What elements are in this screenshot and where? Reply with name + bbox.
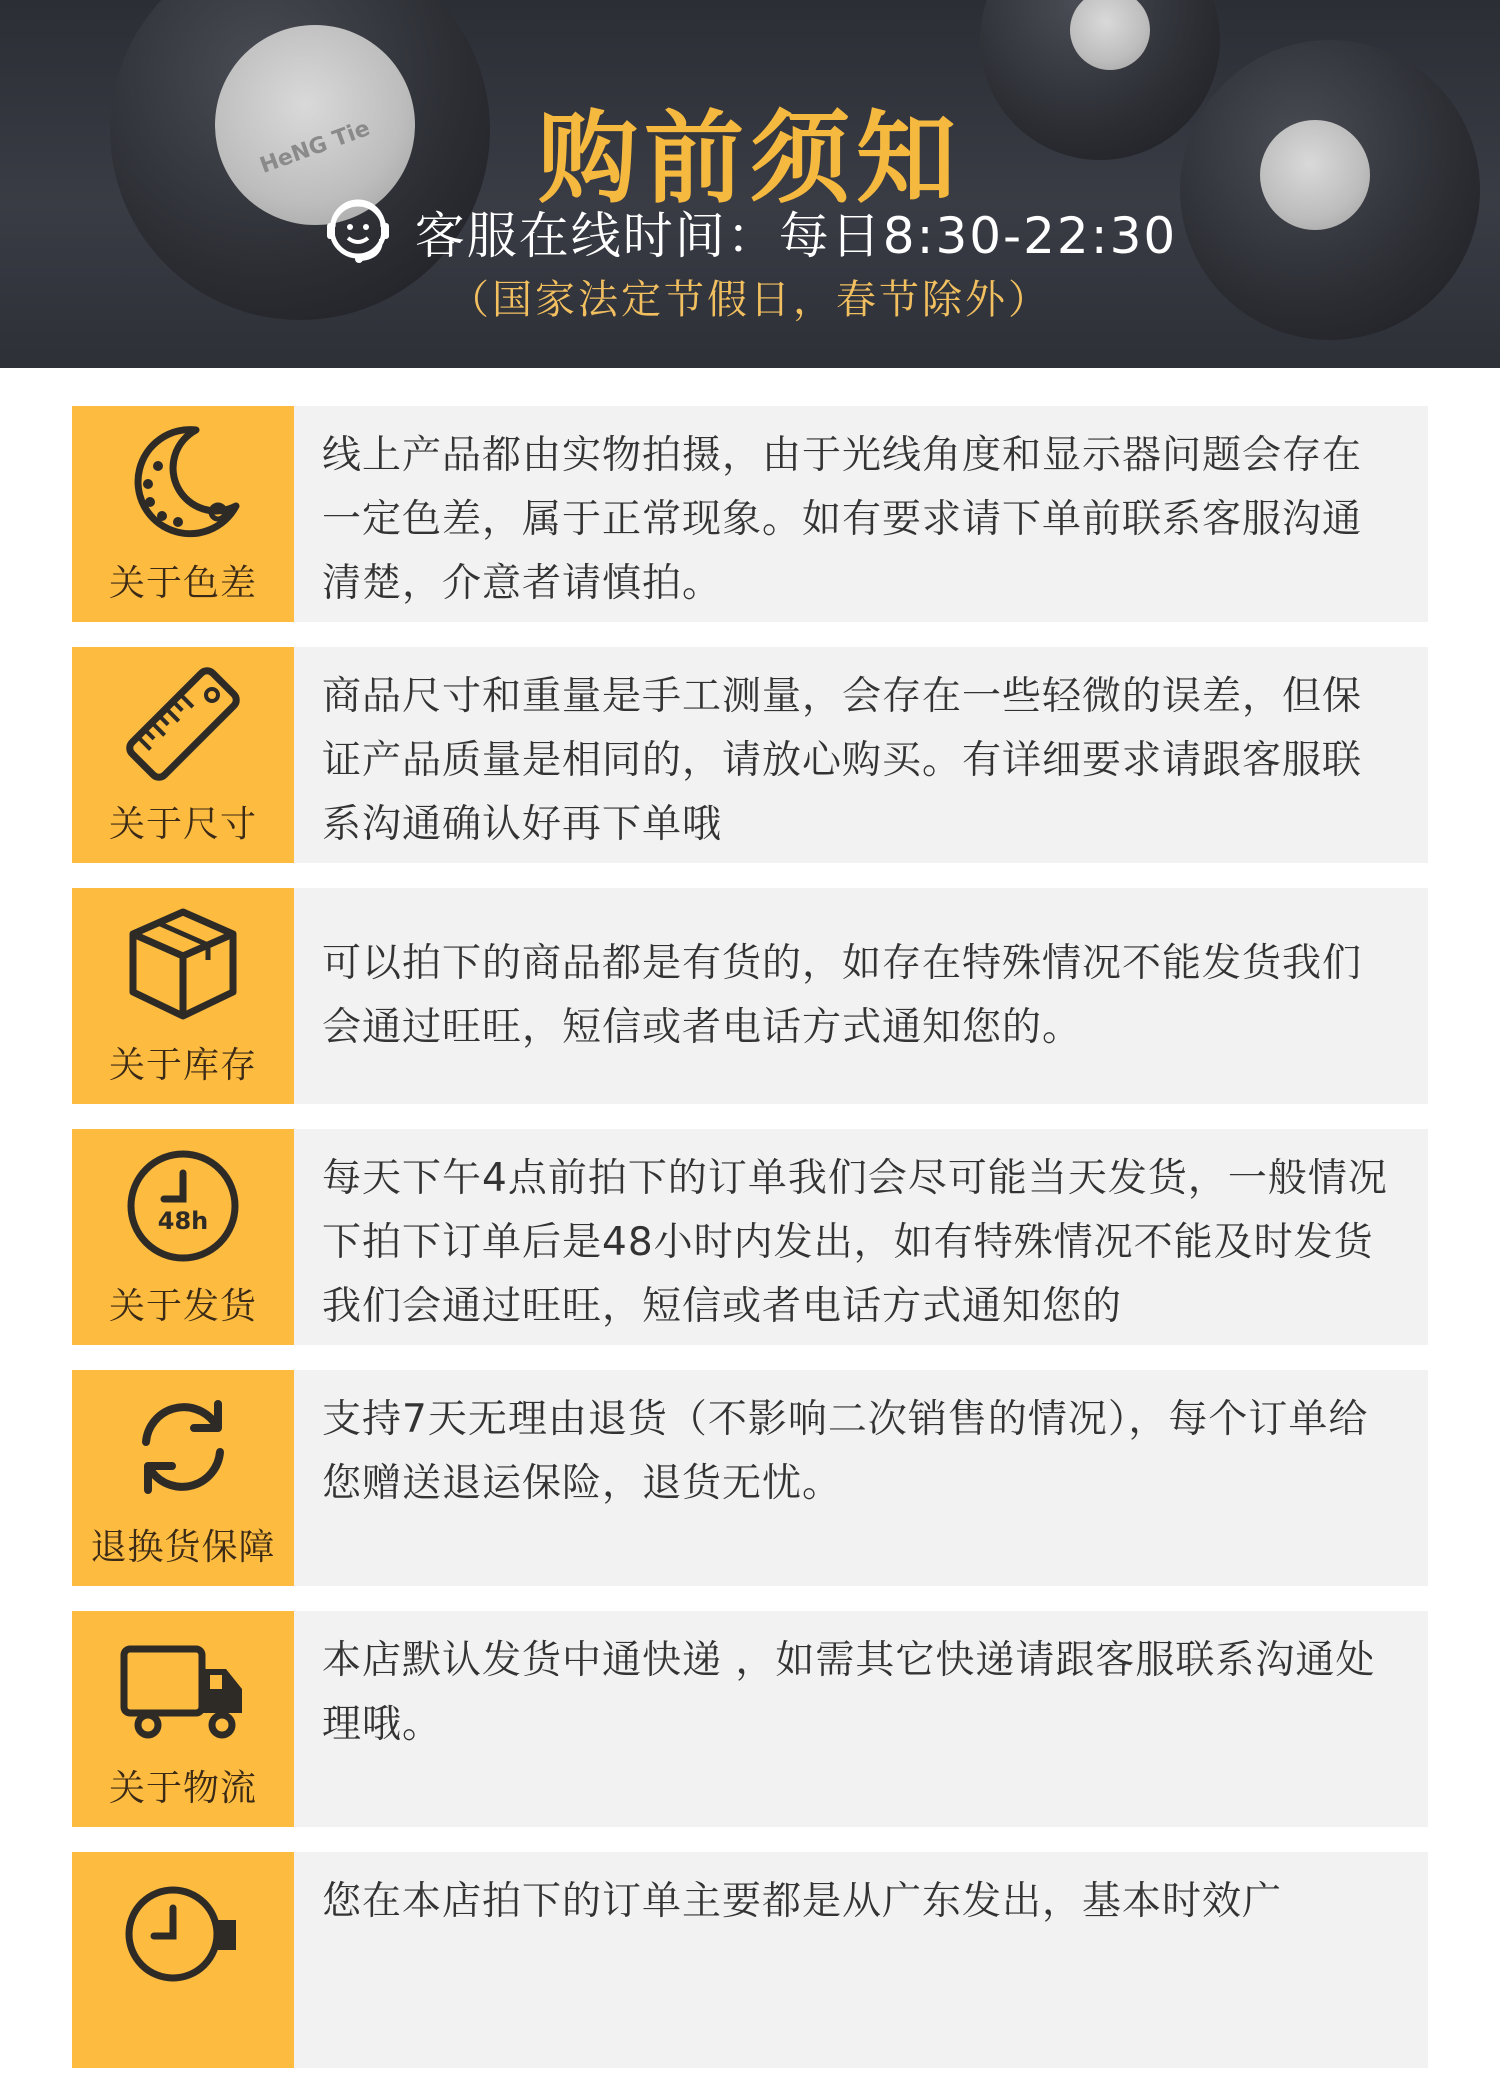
delivery-time-icon [118, 1864, 248, 1994]
notice-badge [72, 1852, 294, 2068]
notice-label: 退换货保障 [90, 1527, 276, 1568]
notice-label: 关于发货 [108, 1286, 257, 1327]
notice-label: 关于库存 [108, 1045, 257, 1086]
notice-badge [72, 1611, 294, 1827]
notice-text: 本店默认发货中通快递 ，如需其它快递请跟客服联系沟通处理哦。 [322, 1638, 1376, 1747]
notice-label: 关于尺寸 [108, 804, 257, 845]
header-banner [0, 0, 1500, 368]
notice-list [72, 406, 1428, 2093]
notice-badge [72, 1370, 294, 1586]
clock-48h-label: 48h [157, 1207, 209, 1235]
notice-text: 可以拍下的商品都是有货的，如存在特殊情况不能发货我们会通过旺旺，短信或者电话方式通知您的。 [322, 941, 1363, 1050]
service-hours-row [0, 196, 1500, 268]
notice-text: 线上产品都由实物拍摄，由于光线角度和显示器问题会存在一定色差，属于正常现象。如有要求请下单前联系客服沟通清楚，介意者请慎拍。 [322, 433, 1363, 606]
notice-label: 关于色差 [108, 563, 257, 604]
notice-item-shipping [72, 1129, 1428, 1345]
notice-badge [72, 888, 294, 1104]
holiday-note: （国家法定节假日，春节除外） [449, 277, 1051, 323]
notice-badge [72, 1129, 294, 1345]
notice-text: 商品尺寸和重量是手工测量，会存在一些轻微的误差，但保证产品质量是相同的，请放心购买。有详细要求请跟客服联系沟通确认好再下单哦 [322, 674, 1363, 847]
notice-item-color [72, 406, 1428, 622]
notice-badge [72, 406, 294, 622]
notice-item-returns [72, 1370, 1428, 1586]
truck-icon [118, 1623, 248, 1753]
ball-brand-text: HeNG Tie [256, 116, 374, 179]
ruler-icon [118, 659, 248, 789]
notice-text: 您在本店拍下的订单主要都是从广东发出，基本时效广 [322, 1879, 1283, 1924]
service-hours-text: 客服在线时间：每日8:30-22:30 [414, 207, 1178, 265]
notice-item-stock [72, 888, 1428, 1104]
notice-text: 支持7天无理由退货（不影响二次销售的情况），每个订单给您赠送退运保险，退货无忧。 [322, 1397, 1369, 1506]
clock-48h-icon [118, 1141, 248, 1271]
notice-item-delivery-time [72, 1852, 1428, 2068]
notice-text: 每天下午4点前拍下的订单我们会尽可能当天发货，一般情况下拍下订单后是48小时内发出，如有特殊情况不能及时发货我们会通过旺旺，短信或者电话方式通知您的 [322, 1156, 1388, 1329]
page-title: 购前须知 [538, 100, 962, 217]
notice-badge [72, 647, 294, 863]
notice-item-logistics [72, 1611, 1428, 1827]
box-icon [118, 900, 248, 1030]
notice-label: 关于物流 [108, 1768, 257, 1809]
refresh-icon [118, 1382, 248, 1512]
notice-item-size [72, 647, 1428, 863]
customer-service-icon [323, 197, 393, 267]
palette-icon [118, 418, 248, 548]
